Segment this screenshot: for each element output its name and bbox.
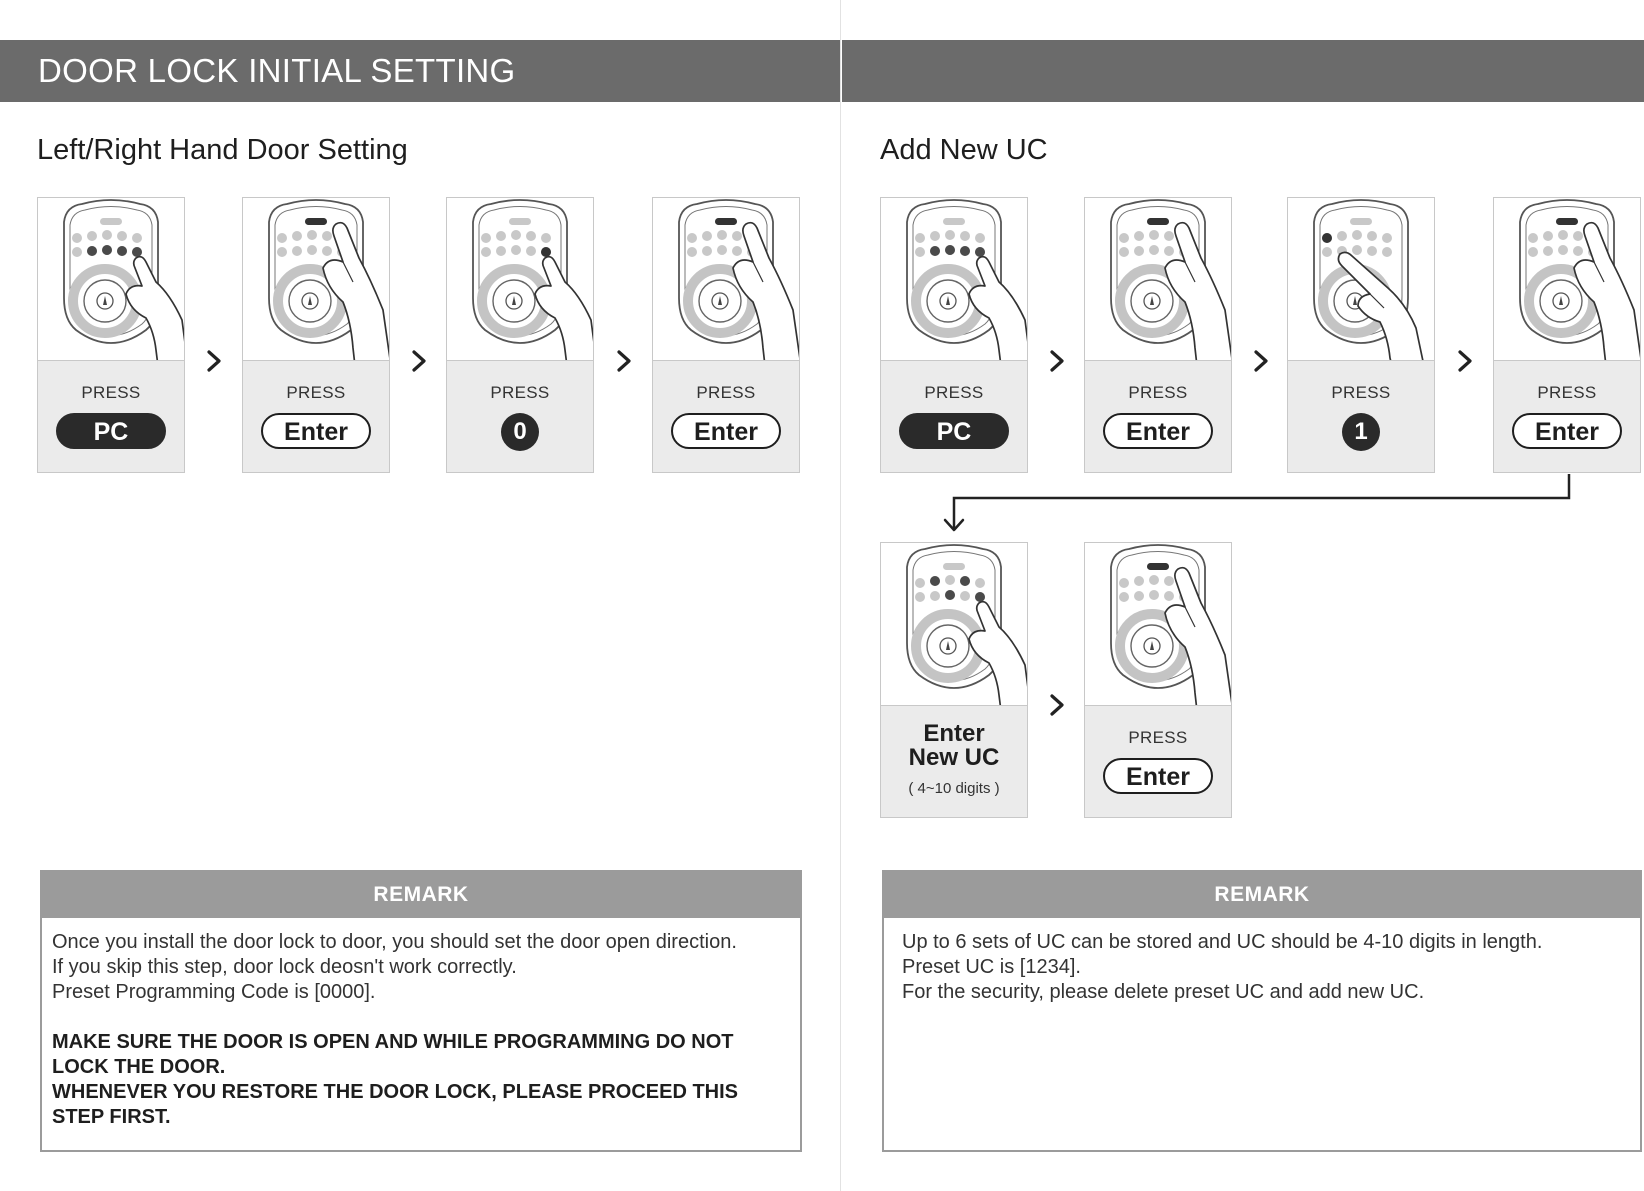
remark-box-right <box>882 870 1642 1152</box>
step-panel <box>447 360 593 472</box>
chevron-right-icon <box>409 349 429 373</box>
key-pc: PC <box>56 413 166 449</box>
chevron-right-icon <box>1047 349 1067 373</box>
down-arrow-icon <box>940 472 1580 538</box>
step-caption: PRESS <box>490 383 550 402</box>
step-panel <box>1085 360 1231 472</box>
step-panel <box>653 360 799 472</box>
door-lock-keypad-icon <box>1494 198 1640 360</box>
step-card <box>880 542 1028 818</box>
header-banner-right <box>842 40 1644 102</box>
remark-warning: MAKE SURE THE DOOR IS OPEN AND WHILE PROGRAMMING DO NOT LOCK THE DOOR. <box>52 1031 734 1078</box>
remark-body <box>902 930 1634 1005</box>
step-card <box>37 197 185 473</box>
step-panel <box>881 360 1027 472</box>
section-title-add-new-uc: Add New UC <box>880 134 1048 166</box>
step-card <box>242 197 390 473</box>
remark-line: Once you install the door lock to door, you should set the door open direction. <box>52 931 737 953</box>
key-0: 0 <box>501 413 539 451</box>
key-pc: PC <box>899 413 1009 449</box>
step-caption: PRESS <box>1537 383 1597 402</box>
step-caption: PRESS <box>81 383 141 402</box>
remark-line: For the security, please delete preset UC and add new UC. <box>902 981 1425 1003</box>
chevron-right-icon <box>1251 349 1271 373</box>
step-card <box>1084 542 1232 818</box>
chevron-right-icon <box>1047 693 1067 717</box>
page-title: DOOR LOCK INITIAL SETTING <box>38 52 516 89</box>
step-card <box>446 197 594 473</box>
remark-line: Preset UC is [1234]. <box>902 956 1081 978</box>
remark-heading: REMARK <box>884 872 1640 918</box>
step-card <box>1493 197 1641 473</box>
step-caption: PRESS <box>286 383 346 402</box>
step-panel <box>243 360 389 472</box>
door-lock-keypad-icon <box>243 198 389 360</box>
remark-body <box>52 930 794 1130</box>
remark-line: Up to 6 sets of UC can be stored and UC should be 4-10 digits in length. <box>902 931 1543 953</box>
step-caption: PRESS <box>924 383 984 402</box>
step-panel <box>1085 705 1231 817</box>
door-lock-keypad-icon <box>447 198 593 360</box>
enter-new-uc-title: Enter New UC <box>908 720 1000 771</box>
door-lock-keypad-icon <box>881 543 1027 705</box>
header-banner <box>0 40 840 102</box>
step-card <box>880 197 1028 473</box>
step-panel <box>881 705 1027 817</box>
remark-heading: REMARK <box>42 872 800 918</box>
step-panel <box>38 360 184 472</box>
chevron-right-icon <box>614 349 634 373</box>
remark-line: If you skip this step, door lock deosn't work correctly. <box>52 956 517 978</box>
key-enter: Enter <box>671 413 781 449</box>
key-enter: Enter <box>1103 413 1213 449</box>
key-enter: Enter <box>261 413 371 449</box>
door-lock-keypad-icon <box>881 198 1027 360</box>
step-card <box>652 197 800 473</box>
door-lock-keypad-icon <box>653 198 799 360</box>
section-title-left-right-hand: Left/Right Hand Door Setting <box>37 134 408 166</box>
step-caption: PRESS <box>1331 383 1391 402</box>
door-lock-keypad-icon <box>38 198 184 360</box>
key-1: 1 <box>1342 413 1380 451</box>
remark-line: Preset Programming Code is [0000]. <box>52 981 376 1003</box>
digits-hint: ( 4~10 digits ) <box>908 780 1000 797</box>
key-enter: Enter <box>1512 413 1622 449</box>
step-panel <box>1494 360 1640 472</box>
page-divider <box>840 0 841 1191</box>
remark-box-left <box>40 870 802 1152</box>
door-lock-keypad-icon <box>1085 198 1231 360</box>
key-enter: Enter <box>1103 758 1213 794</box>
step-card <box>1287 197 1435 473</box>
step-caption: PRESS <box>1128 383 1188 402</box>
chevron-right-icon <box>1455 349 1475 373</box>
step-caption: PRESS <box>1128 728 1188 747</box>
door-lock-keypad-icon <box>1085 543 1231 705</box>
door-lock-keypad-icon <box>1288 198 1434 360</box>
step-panel <box>1288 360 1434 472</box>
remark-warning: WHENEVER YOU RESTORE THE DOOR LOCK, PLEASE PROCEED THIS STEP FIRST. <box>52 1081 739 1128</box>
step-card <box>1084 197 1232 473</box>
step-caption: PRESS <box>696 383 756 402</box>
chevron-right-icon <box>204 349 224 373</box>
